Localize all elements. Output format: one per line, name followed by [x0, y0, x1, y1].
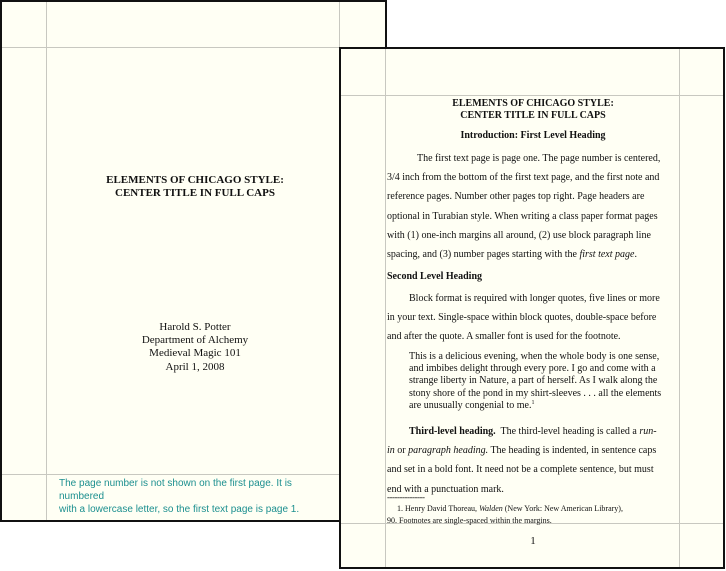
quote-line: strange liberty in Nature, a part of herself. As I walk along the: [409, 375, 658, 387]
quote-line: and imbibes delight through every pore. I go and come with a: [409, 363, 656, 375]
text-run: or: [394, 445, 409, 457]
left-margin-guide: [385, 49, 386, 567]
title-page-title: [48, 174, 342, 200]
italic-phrase: run-: [639, 426, 657, 437]
author-name: Harold S. Potter: [159, 321, 231, 333]
bottom-margin-guide: [2, 474, 385, 475]
text-line: end with a punctuation mark.: [387, 483, 504, 495]
note-line: The page number is not shown on the first page. It is numbered: [59, 478, 292, 502]
text-line: [387, 245, 679, 264]
text-run: .: [634, 249, 637, 261]
course-name: Medieval Magic 101: [149, 347, 241, 360]
left-margin-guide: [46, 2, 47, 520]
title-line: CENTER TITLE IN FULL CAPS: [115, 187, 275, 199]
paragraph-2: [387, 289, 679, 347]
text-run: The third-level heading is called a: [495, 426, 640, 437]
author-block: [48, 321, 342, 374]
page-title: [387, 98, 679, 122]
text-line: [387, 441, 679, 460]
note-line: with a lowercase letter, so the first text page is page 1.: [59, 504, 300, 515]
text-line: reference pages. Number other pages top right. Page headers are: [387, 191, 645, 203]
text-line: [387, 422, 679, 441]
text-line: and set in a bold font. It need not be a complete sentence, but must: [387, 464, 654, 476]
third-level-heading: Third-level heading.: [409, 426, 496, 437]
footnote-reference: 1: [531, 399, 535, 406]
text-line: 3/4 inch from the bottom of the first text page, and the first note and: [387, 172, 660, 184]
text-line: in your text. Single-space within block quotes, double-space before: [387, 312, 657, 324]
paragraph-3: [387, 422, 679, 499]
italic-phrase: paragraph heading.: [408, 445, 489, 457]
text-line: optional in Turabian style. When writing a class paper format pages: [387, 210, 658, 222]
page-number-note: [59, 477, 329, 516]
title-page: [0, 0, 387, 522]
text-run: The heading is indented, in sentence caps: [488, 445, 657, 457]
italic-phrase: in: [387, 445, 395, 457]
italic-phrase: first text page: [579, 249, 635, 261]
page-number: 1: [530, 535, 536, 547]
text-page: [339, 47, 725, 569]
quote-line: [409, 400, 679, 412]
second-level-heading: Second Level Heading: [387, 271, 483, 282]
text-run: 1. Henry David Thoreau,: [397, 504, 480, 513]
title-line: ELEMENTS OF CHICAGO STYLE:: [106, 174, 284, 186]
text-run: (New York: New American Library),: [502, 504, 623, 513]
footnote-separator: ---------------: [387, 492, 425, 502]
date: April 1, 2008: [165, 360, 225, 373]
footnote-line: [387, 503, 679, 515]
first-level-heading: Introduction: First Level Heading: [460, 130, 606, 141]
paragraph-1: [387, 149, 679, 264]
footnote: [387, 503, 679, 527]
top-margin-guide: [341, 95, 723, 96]
top-margin-guide: [2, 47, 385, 48]
block-quote: [409, 351, 679, 412]
text-line: with (1) one-inch margins all around, (2) use block paragraph line: [387, 229, 651, 241]
quote-line: This is a delicious evening, when the whole body is one sense,: [409, 351, 660, 362]
title-line: ELEMENTS OF CHICAGO STYLE:: [452, 98, 614, 109]
text-run: are unusually congenial to me.: [409, 399, 532, 411]
text-line: The first text page is page one. The page number is centered,: [417, 153, 661, 164]
right-margin-guide: [679, 49, 680, 567]
department: Department of Alchemy: [141, 334, 249, 347]
italic-phrase: Walden: [479, 504, 503, 513]
text-line: and after the quote. A smaller font is used for the footnote.: [387, 331, 621, 343]
text-line: Block format is required with longer quotes, five lines or more: [409, 293, 660, 304]
footnote-line: 90. Footnotes are single-spaced within the margins.: [387, 515, 552, 525]
title-line: CENTER TITLE IN FULL CAPS: [460, 110, 606, 121]
quote-line: stony shore of the pond in my shirt-sleeves . . . all the elements: [409, 387, 662, 399]
text-run: spacing, and (3) number pages starting with the: [387, 249, 580, 261]
